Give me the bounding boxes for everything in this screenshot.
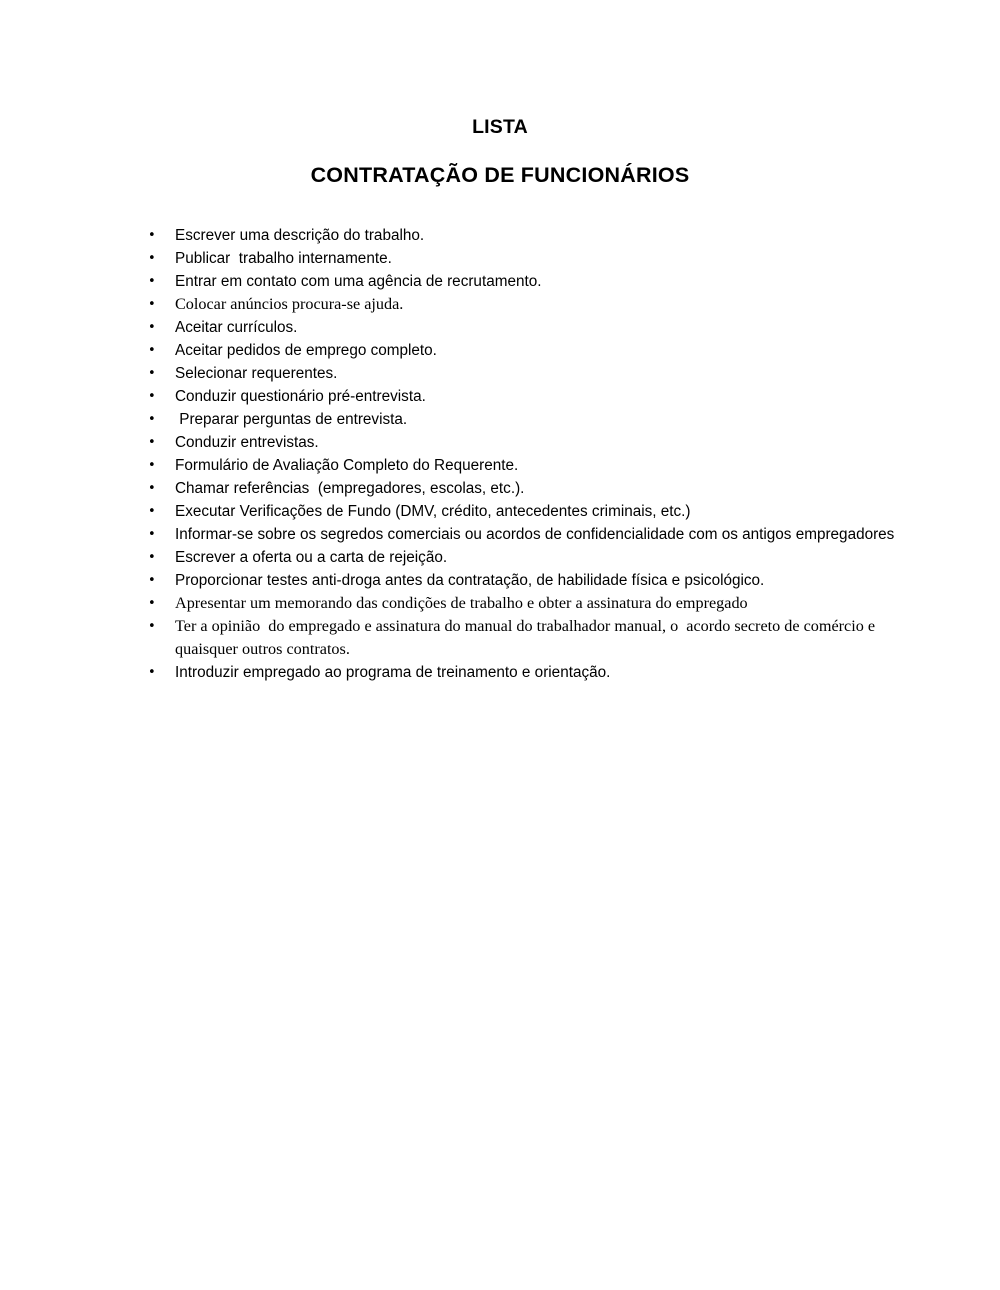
bullet-icon: • <box>148 412 156 427</box>
list-item <box>0 454 1000 477</box>
bullet-icon: • <box>148 527 156 542</box>
bullet-icon: • <box>148 251 156 266</box>
bullet-icon: • <box>148 573 156 588</box>
list-item <box>0 592 1000 615</box>
bullet-icon: • <box>148 596 156 611</box>
list-item-label: Chamar referências (empregadores, escolas, etc.). <box>175 480 525 497</box>
list-item-label: Entrar em contato com uma agência de recrutamento. <box>175 273 542 290</box>
list-item <box>0 546 1000 569</box>
list-item-label: Publicar trabalho internamente. <box>175 250 392 267</box>
bullet-icon: • <box>148 389 156 404</box>
list-item <box>0 339 1000 362</box>
bullet-icon: • <box>148 665 156 680</box>
list-item <box>0 523 1000 546</box>
list-item-label: Apresentar um memorando das condições de trabalho e obter a assinatura do empregado <box>175 594 748 612</box>
list-item-label: Escrever uma descrição do trabalho. <box>175 227 425 244</box>
list-item <box>0 385 1000 408</box>
bullet-icon: • <box>148 435 156 450</box>
checklist <box>0 186 1000 684</box>
list-item <box>0 362 1000 385</box>
list-item-label: Escrever a oferta ou a carta de rejeição. <box>175 549 448 566</box>
bullet-icon: • <box>148 320 156 335</box>
list-item-label: Informar-se sobre os segredos comerciais ou acordos de confidencialidade com os antigos empregadores <box>175 526 895 543</box>
list-item <box>0 500 1000 523</box>
list-item <box>0 661 1000 684</box>
list-item <box>0 270 1000 293</box>
list-item <box>0 569 1000 592</box>
bullet-icon: • <box>148 504 156 519</box>
list-item <box>0 408 1000 431</box>
bullet-icon: • <box>148 366 156 381</box>
page-title: LISTA <box>472 116 528 138</box>
list-item <box>0 477 1000 500</box>
bullet-icon: • <box>148 481 156 496</box>
list-item-label: Conduzir entrevistas. <box>175 434 319 451</box>
list-item-label: Aceitar pedidos de emprego completo. <box>175 342 437 359</box>
list-item <box>0 615 1000 661</box>
bullet-icon: • <box>148 228 156 243</box>
list-item-label: Aceitar currículos. <box>175 319 298 336</box>
list-item <box>0 224 1000 247</box>
bullet-icon: • <box>148 458 156 473</box>
bullet-icon: • <box>148 550 156 565</box>
list-item-label: Ter a opinião do empregado e assinatura do manual do trabalhador manual, o acordo secreto de comércio e quaisquer outros contratos. <box>175 617 884 658</box>
list-item <box>0 431 1000 454</box>
list-item-label: Selecionar requerentes. <box>175 365 338 382</box>
bullet-icon: • <box>148 297 156 312</box>
list-item-label: Introduzir empregado ao programa de treinamento e orientação. <box>175 664 611 681</box>
list-item-label: Preparar perguntas de entrevista. <box>175 411 408 428</box>
list-item <box>0 316 1000 339</box>
list-item-label: Executar Verificações de Fundo (DMV, crédito, antecedentes criminais, etc.) <box>175 503 691 520</box>
bullet-icon: • <box>148 343 156 358</box>
page-subtitle: CONTRATAÇÃO DE FUNCIONÁRIOS <box>310 162 690 187</box>
bullet-icon: • <box>148 619 156 634</box>
list-item-label: Conduzir questionário pré-entrevista. <box>175 388 426 405</box>
list-item <box>0 293 1000 316</box>
bullet-icon: • <box>148 274 156 289</box>
list-item-label: Proporcionar testes anti-droga antes da contratação, de habilidade física e psicológico. <box>175 572 765 589</box>
list-item-label: Formulário de Avaliação Completo do Requerente. <box>175 457 519 474</box>
list-item-label: Colocar anúncios procura-se ajuda. <box>175 295 404 313</box>
list-item <box>0 247 1000 270</box>
